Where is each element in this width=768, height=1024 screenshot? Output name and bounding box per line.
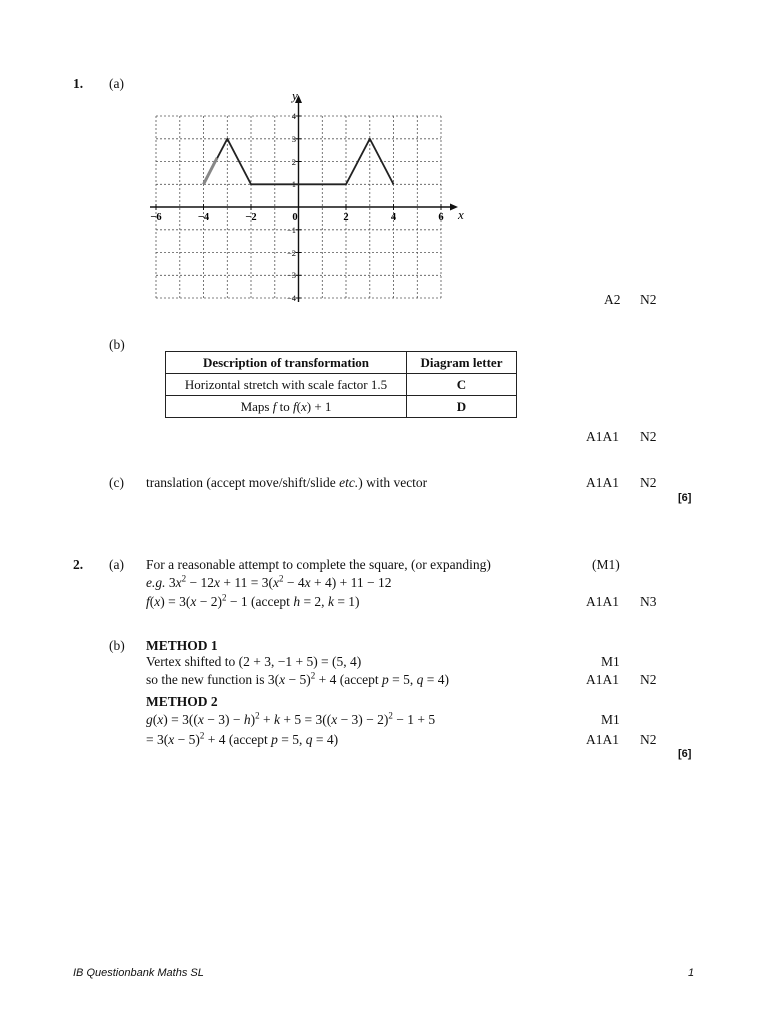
q1c-marks: A1A1 bbox=[586, 475, 619, 490]
y-tick-label: −2 bbox=[286, 248, 296, 258]
y-tick-label: −3 bbox=[286, 270, 296, 280]
table-header-letter: Diagram letter bbox=[407, 352, 517, 374]
q2a-label: (a) bbox=[109, 557, 124, 572]
y-tick-label: −1 bbox=[286, 225, 296, 235]
x-tick-label: −4 bbox=[197, 212, 210, 223]
q1c-answer: translation (accept move/shift/slide etc.) with vector bbox=[146, 475, 428, 490]
x-axis-label: x bbox=[458, 207, 464, 222]
m2-line1-marks: M1 bbox=[601, 712, 620, 727]
table-row bbox=[166, 396, 517, 418]
q1a-label: (a) bbox=[109, 76, 124, 91]
x-tick-label: 0 bbox=[292, 212, 298, 223]
m1-line2: so the new function is $3(x - 5)^2 + 4$ (accept p = 5, q = 4) bbox=[146, 670, 450, 687]
m1-notes: N2 bbox=[640, 672, 657, 687]
m2-marks: A1A1 bbox=[586, 732, 619, 747]
table-cell-description: Maps f to f(x) + 1 bbox=[166, 396, 407, 418]
m1-marks: A1A1 bbox=[586, 672, 619, 687]
y-tick-label: 3 bbox=[291, 134, 296, 144]
method-2-title: METHOD 2 bbox=[146, 694, 218, 709]
q1b-notes: N2 bbox=[640, 429, 657, 444]
q1a-marks: A2 bbox=[604, 292, 621, 307]
q2a-line1: For a reasonable attempt to complete the square, (or expanding) bbox=[146, 557, 491, 572]
table-cell-letter: C bbox=[407, 374, 517, 396]
q2a-marks: A1A1 bbox=[586, 594, 619, 609]
q1c-notes: N2 bbox=[640, 475, 657, 490]
q2a-notes: N3 bbox=[640, 594, 657, 609]
table-cell-letter: D bbox=[407, 396, 517, 418]
m1-line1: Vertex shifted to (2 + 3, −1 + 5) = (5, 4) bbox=[146, 654, 362, 669]
q2a-line1-marks: (M1) bbox=[592, 557, 620, 572]
question-2-number: 2. bbox=[73, 557, 84, 572]
footer-title: IB Questionbank Maths SL bbox=[73, 967, 204, 979]
table-row bbox=[166, 374, 517, 396]
q1-total-marks: [6] bbox=[678, 492, 692, 504]
q2a-line2: e.g. $3x^2 - 12x + 11 = 3(x^2 - 4x + 4) + 11 - 12$ bbox=[146, 573, 392, 590]
q2a-line3: $f(x) = 3(x - 2)^2 - 1$ (accept h = 2, k = 1) bbox=[146, 592, 360, 609]
table-cell-description: Horizontal stretch with scale factor 1.5 bbox=[166, 374, 407, 396]
x-tick-label: 4 bbox=[390, 212, 397, 223]
x-tick-label: 6 bbox=[438, 212, 444, 223]
q2-total-marks: [6] bbox=[678, 748, 692, 760]
q1a-graph bbox=[140, 86, 480, 306]
y-tick-label: 4 bbox=[291, 111, 296, 121]
q1c-label: (c) bbox=[109, 475, 124, 490]
y-tick-label: 2 bbox=[291, 157, 296, 167]
method-1-title: METHOD 1 bbox=[146, 638, 218, 653]
y-tick-label: −4 bbox=[286, 293, 296, 303]
m2-line2: = $3(x - 5)^2 + 4$ (accept p = 5, q = 4) bbox=[146, 730, 339, 747]
y-tick-label: 1 bbox=[291, 179, 296, 189]
m1-line1-marks: M1 bbox=[601, 654, 620, 669]
question-1-number: 1. bbox=[73, 76, 84, 91]
y-axis-label: y bbox=[292, 88, 298, 103]
q1b-marks: A1A1 bbox=[586, 429, 619, 444]
page-number: 1 bbox=[688, 967, 695, 979]
table-header-description: Description of transformation bbox=[166, 352, 407, 374]
m2-notes: N2 bbox=[640, 732, 657, 747]
x-tick-label: −6 bbox=[150, 212, 162, 223]
x-tick-label: −2 bbox=[245, 212, 257, 223]
table-header-row bbox=[166, 352, 517, 374]
transformation-table bbox=[165, 351, 517, 418]
x-tick-label: 2 bbox=[343, 212, 349, 223]
q2b-label: (b) bbox=[109, 638, 125, 653]
m2-line1: $g(x) = 3((x - 3) - h)^2 + k + 5 = 3((x - 3) - 2)^2 - 1 + 5$ bbox=[146, 710, 436, 727]
q1b-label: (b) bbox=[109, 337, 125, 352]
function-curve-highlight bbox=[204, 158, 218, 184]
q1a-notes: N2 bbox=[640, 292, 657, 307]
